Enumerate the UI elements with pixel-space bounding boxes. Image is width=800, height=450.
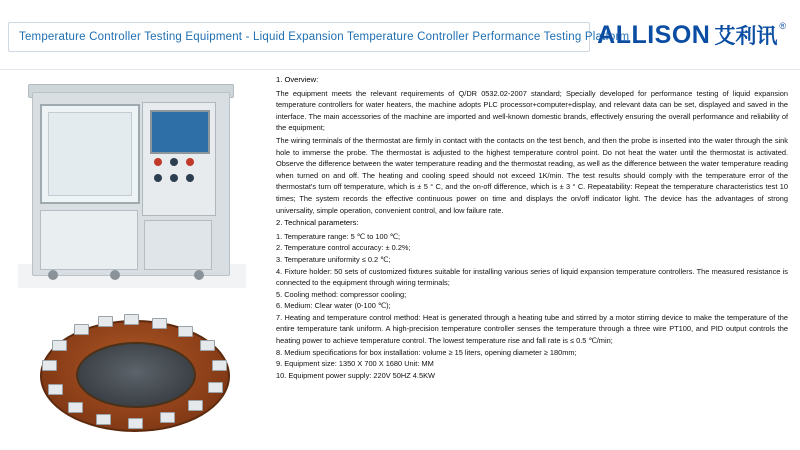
machine-knob-3 <box>186 174 194 182</box>
fixture-clamp <box>200 340 215 351</box>
brand-chinese-text: 艾利讯 <box>714 24 778 48</box>
fixture-clamp <box>96 414 111 425</box>
page-header <box>0 0 800 70</box>
parameter-item-2: 2. Temperature control accuracy: ± 0.2%; <box>276 243 411 253</box>
parameter-item-1: 1. Temperature range: 5 ℃ to 100 ℃; <box>276 231 401 241</box>
fixture-clamp <box>178 326 193 337</box>
overview-paragraph-2: The wiring terminals of the thermostat are firmly in contact with the contacts on the test bench, and then the probe is inserted into the water through the sink hole to immerse the probe. The thermostat is adjusted to the highest temperature control point. Do not heat the water until the thermostat is activated. Observe the difference between the water temperature reading and the thermostat reading, as well as the difference between the water temperature reading when turned on and off. The heating and cooling speed should not exceed 1K/min. The test results should comply with the temperature error of the thermostat's turn off temperature, which is ± 5 ° C, and the on-off difference, which is ± 3 ° C. Repeatability: Repeat the temperature characteristics test 10 times; The system records the effective continuous power on time and displays the on/off indicator light. The device has the advantages of strong universality, simple operation, convenient control, and low failure rate. <box>276 135 788 215</box>
fixture-clamp <box>160 412 175 423</box>
registered-trademark-icon: ® <box>779 21 786 31</box>
fixture-clamp <box>74 324 89 335</box>
machine-window <box>40 104 140 204</box>
machine-window-glass <box>48 112 132 196</box>
fixture-clamp <box>128 418 143 429</box>
machine-vent-panel <box>144 220 212 270</box>
machine-indicator-dark <box>170 158 178 166</box>
fixture-photo <box>18 302 246 442</box>
machine-knob-1 <box>154 174 162 182</box>
fixture-clamp <box>48 384 63 395</box>
fixture-clamp <box>68 402 83 413</box>
fixture-clamp <box>212 360 227 371</box>
parameter-item-10: 10. Equipment power supply: 220V 50HZ 4.5KW <box>276 370 435 380</box>
parameter-item-3: 3. Temperature uniformity ≤ 0.2 ℃; <box>276 254 391 264</box>
machine-indicator-red <box>154 158 162 166</box>
machine-display-screen <box>150 110 210 154</box>
page-title: Temperature Controller Testing Equipment - Liquid Expansion Temperature Controller Performance Testing Platform <box>19 31 630 43</box>
machine-lower-door <box>40 210 138 270</box>
overview-heading: 1. Overview: <box>276 75 319 84</box>
parameter-item-5: 5. Cooling method: compressor cooling; <box>276 289 407 299</box>
parameter-item-6: 6. Medium: Clear water (0-100 ℃); <box>276 301 391 311</box>
fixture-center-opening <box>76 342 196 408</box>
brand-latin-text: ALLISON <box>597 20 711 49</box>
parameter-item-8: 8. Medium specifications for box installation: volume ≥ 15 liters, opening diameter ≥ 180mm; <box>276 347 577 357</box>
fixture-clamp <box>98 316 113 327</box>
image-column <box>0 70 262 450</box>
machine-caster-left <box>48 270 58 280</box>
machine-indicator-red-2 <box>186 158 194 166</box>
machine-knob-2 <box>170 174 178 182</box>
machine-caster-mid <box>110 270 120 280</box>
fixture-clamp <box>52 340 67 351</box>
brand-logo <box>597 20 786 50</box>
parameter-item-7: 7. Heating and temperature control method: Heat is generated through a heating tube and stirred by a motor stirring device to make the temperature of the entire temperature tank uniform. A high-precision temperature controller senses the temperature through a three wire PT100, and PID output controls the heating power to achieve temperature control. The lowest temperature rise and fall rate is ≤ 0.5 ℃/min; <box>276 312 788 346</box>
machine-caster-right <box>194 270 204 280</box>
fixture-clamp <box>152 318 167 329</box>
overview-paragraph-1: The equipment meets the relevant requirements of Q/DR 0532.02-2007 standard; Specially developed for performance testing of liquid expansion temperature controllers for water heaters, the machine adopts PLC processor+computer+display, and relevant data can be set, displayed and saved in the interface. The main accessories of the machine are imported and well-known domestic brands, effectively ensuring the overall performance and reliability of the equipment; <box>276 88 788 133</box>
fixture-clamp <box>208 382 223 393</box>
machine-photo <box>14 78 250 296</box>
parameter-item-9: 9. Equipment size: 1350 X 700 X 1680 Unit: MM <box>276 359 434 369</box>
title-banner <box>8 22 630 52</box>
parameter-item-4: 4. Fixture holder: 50 sets of customized fixtures suitable for installing various series of liquid expansion temperature controllers. The measured resistance is connected to the equipment through wiring terminals; <box>276 266 788 288</box>
description-content <box>276 74 788 446</box>
fixture-clamp <box>42 360 57 371</box>
fixture-clamp <box>124 314 139 325</box>
fixture-clamp <box>188 400 203 411</box>
parameters-heading: 2. Technical parameters: <box>276 218 359 228</box>
